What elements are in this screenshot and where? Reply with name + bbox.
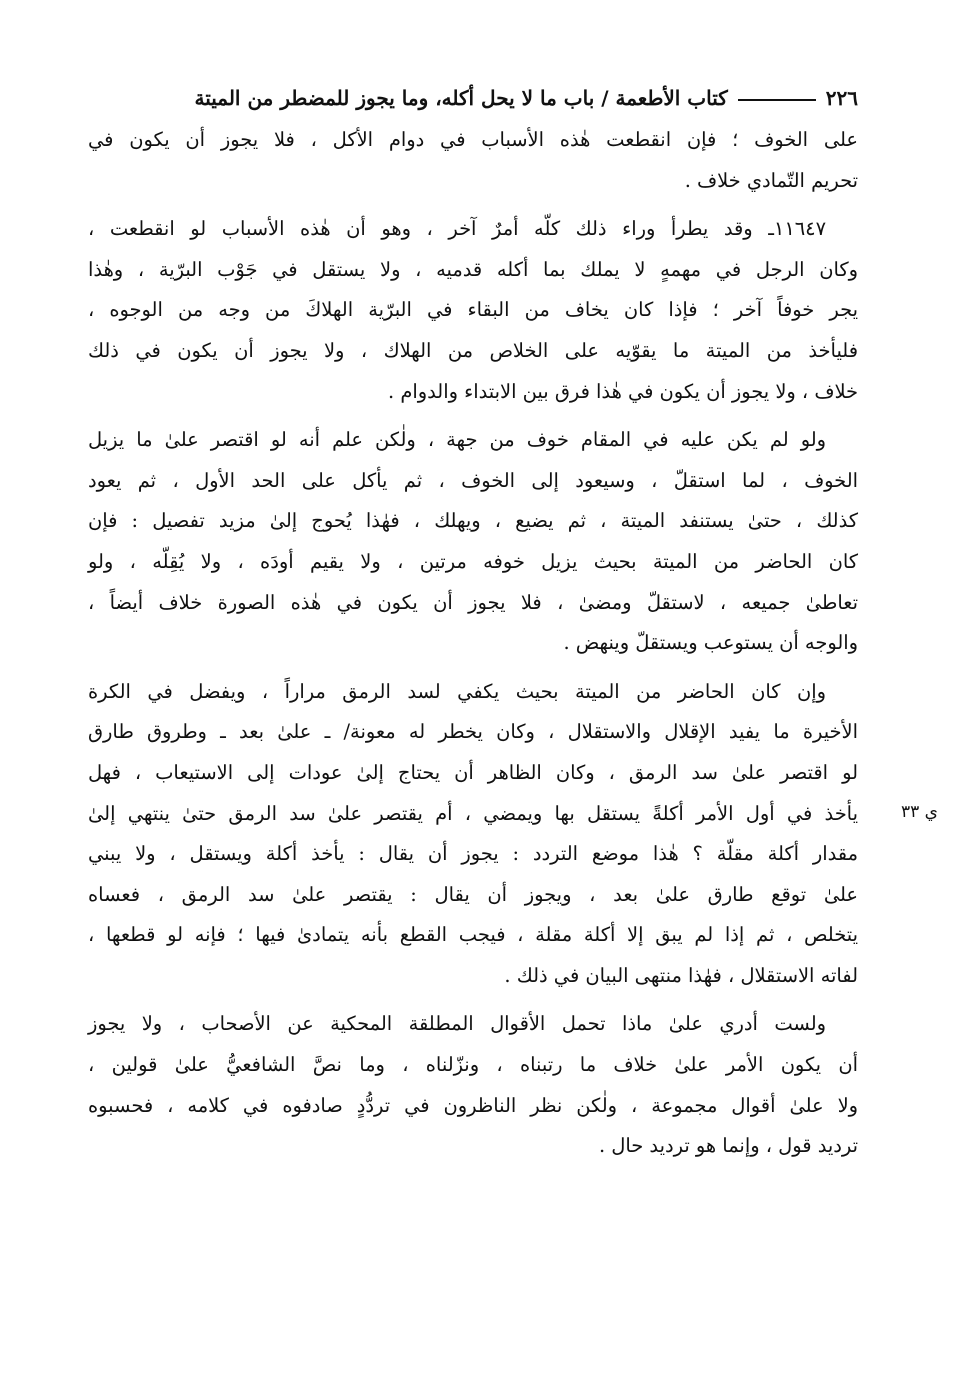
text-line: الأخيرة ما يفيد الإقلال والاستقلال ، وكان يخطر له معونة/ ـ علىٰ بعد ـ وطروق طارق xyxy=(88,720,858,744)
text-line: أن يكون الأمر علىٰ خلاف ما رتبناه ، ونزّلناه ، وما نصَّ الشافعيُّ علىٰ قولين ، xyxy=(88,1053,858,1077)
body-text xyxy=(88,120,858,1167)
page-number: ٢٢٦ xyxy=(825,86,858,110)
text-line: فليأخذ من الميتة ما يقوّيه على الخلاص من الهلاك ، ولا يجوز أن يكون في ذلك xyxy=(88,338,858,362)
text-line: وكان الرجل في مهمهٍ لا يملك بما أكله قدميه ، ولا يستقل في جَوْب البرّية ، وهٰذا xyxy=(88,257,858,281)
running-title: كتاب الأطعمة / باب ما لا يحل أكله، وما يجوز للمضطر من الميتة xyxy=(194,86,728,110)
text-line: على الخوف ؛ فإن انقطعت هٰذه الأسباب في دوام الأكل ، فلا يجوز أن يكون في xyxy=(88,128,858,151)
text-line: ولا علىٰ أقوال مجموعة ، ولٰكن نظر الناظرون في تردُّدٍ صادفوه في كلامه ، فحسبوه xyxy=(88,1093,858,1117)
paragraph xyxy=(88,1004,858,1166)
text-line: الخوف ، لما استقلّ ، وسيعود إلى الخوف ، ثم يأكل على الحد الأول ، ثم يعود xyxy=(88,468,858,492)
text-line: خلاف ، ولا يجوز أن يكون في هٰذا فرق بين الابتداء والدوام . xyxy=(388,379,858,403)
text-line: لفاته الاستقلال ، فهٰذا منتهى البيان في ذلك . xyxy=(504,963,858,987)
paragraph xyxy=(88,209,858,412)
text-line: لو اقتصر علىٰ سد الرمق ، وكان الظاهر أن يحتاج إلىٰ عودات إلى الاستيعاب ، فهل xyxy=(88,760,858,784)
text-line: يتخلص ، ثم إذا لم يبق إلا أكلة مقلة ، فيجب القطع بأنه يتمادىٰ فيها ؛ فإنه لو قطعها ، xyxy=(88,923,858,947)
paragraph xyxy=(88,672,858,997)
text-line: وإن كان الحاضر من الميتة بحيث يكفي لسد الرمق مراراً ، ويفضل في الكرة xyxy=(88,679,826,703)
text-line: ١١٦٤٧ـ وقد يطرأ وراء ذلك كلّه أمرٌ آخر ، وهو أن هٰذه الأسباب لو انقطعت ، xyxy=(88,217,826,241)
text-line: يجر خوفاً آخر ؛ فإذا كان يخاف من البقاء في البرّية الهلاكَ من وجه من الوجوه ، xyxy=(88,298,858,322)
text-line: يأخذ في أول الأمر أكلةً يستقل بها ويمضي ، أم يقتصر علىٰ سد الرمق حتىٰ ينتهي إلىٰ xyxy=(88,801,858,825)
text-line: ترديد قول ، وإنما هو ترديد حال . xyxy=(598,1134,858,1158)
page-header xyxy=(88,78,858,118)
text-line: تحريم التّمادي خلاف . xyxy=(684,168,858,192)
header-rule xyxy=(738,99,816,101)
text-line: علىٰ توقع طارق علىٰ بعد ، ويجوز أن يقال : يقتصر علىٰ سد الرمق ، فعساه xyxy=(88,882,858,906)
paragraph xyxy=(88,120,858,201)
paragraph xyxy=(88,420,858,664)
text-line: كان الحاضر من الميتة بحيث يزيل خوفه مرتين ، ولا يقيم أودَه ، ولا يُقِلّه ، ولو xyxy=(88,549,858,573)
text-line: ولست أدري علىٰ ماذا تحمل الأقوال المطلقة المحكية عن الأصحاب ، ولا يجوز xyxy=(88,1012,826,1036)
text-line: تعاطىٰ جميعه ، لاستقلّ ومضىٰ ، فلا يجوز أن يكون في هٰذه الصورة خلاف أيضاً ، xyxy=(88,590,858,614)
margin-reference: ي ٣٣ xyxy=(901,802,938,822)
text-line: مقدار أكلة مقلّة ؟ هٰذا موضع التردد : يجوز أن يقال : يأخذ أكلة ويستقل ، ولا يبني xyxy=(88,842,858,866)
text-line: والوجه أن يستوعب ويستقلّ وينهض . xyxy=(563,631,858,655)
text-line: كذلك ، حتىٰ يستنفد الميتة ، ثم يضيع ، ويهلك ، فهٰذا يُحوج إلىٰ مزيد تفصيل : فإن xyxy=(88,509,858,533)
text-line: ولو لم يكن عليه في المقام خوف من جهة ، ولٰكن علم أنه لو اقتصر علىٰ ما يزيل xyxy=(88,428,826,452)
